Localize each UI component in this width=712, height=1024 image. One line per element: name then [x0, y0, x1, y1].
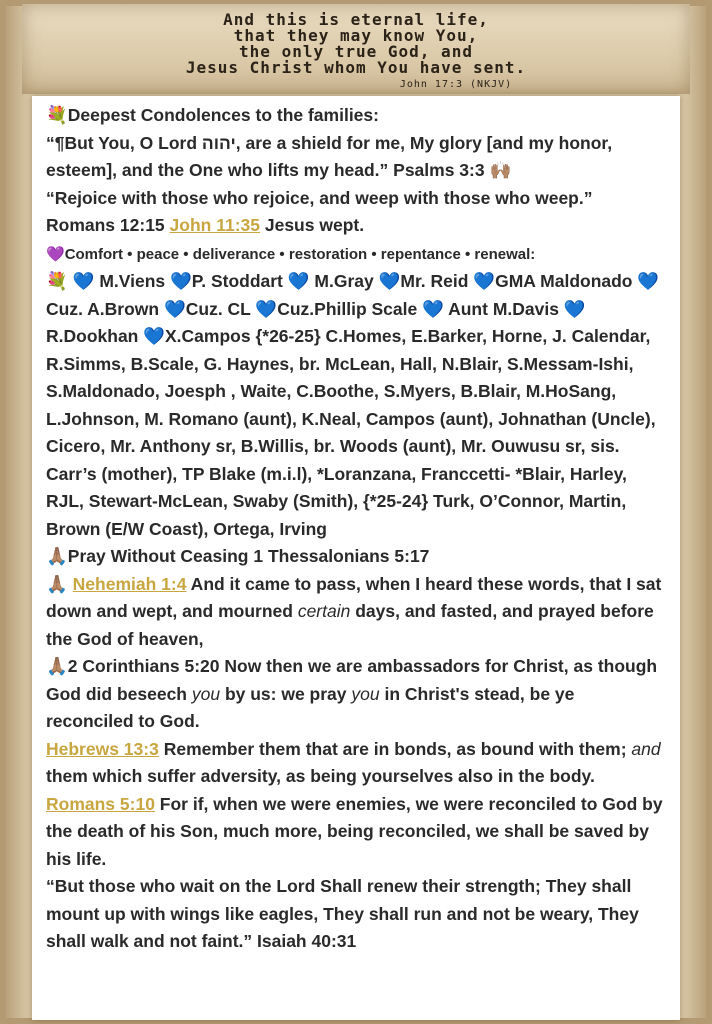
purple-heart-icon: 💜 — [46, 245, 65, 263]
banner-line-2: that they may know You, — [233, 26, 479, 45]
blue-heart-icon: 💙 — [72, 271, 95, 291]
praying-hands-icon: 🙏🏽 — [46, 546, 68, 566]
banner-line-4: Jesus Christ whom You have sent. — [185, 58, 527, 77]
isaiah-quote: “But those who wait on the Lord Shall renew their strength; They shall mount up with wings like eagles, They shall run and not be weary, They shall walk and not faint.” Isaiah 40:31 — [46, 876, 639, 951]
praying-hands-icon: 🙏🏽 — [46, 573, 68, 594]
jesus-wept-text: Jesus wept. — [260, 215, 365, 235]
document-body — [32, 96, 680, 956]
flower-bouquet-icon: 💐 — [46, 271, 68, 291]
flower-bouquet-icon: 💐 — [46, 105, 68, 125]
raised-hands-icon: 🙌🏽 — [489, 160, 512, 180]
corinthians-text-a: 2 Corinthians 5:20 Now then we are ambassadors for Christ, as though God did beseech — [46, 656, 658, 704]
hebrews-text-a: Remember them that are in bonds, as bound with them; — [158, 738, 632, 759]
names-list: M.Viens 💙P. Stoddart 💙 M.Gray 💙Mr. Reid 💙GMA Maldonado 💙Cuz. A.Brown 💙Cuz. CL 💙Cuz.Phillip Scale 💙 Aunt M.Davis 💙 R.Dookhan 💙X.Campos {*26-25} C.Homes, E.Barker, Horne, J. Calendar, R.Simms, B.Scale, G. Haynes, br. McLean, Hall, N.Blair, S.Messam-Ishi, S.Maldonado, Joesph , Waite, C.Boothe, S.Myers, B.Blair, M.HoSang, L.Johnson, M. Romano (aunt), K.Neal, Campos (aunt), Johnathan (Uncle), Cicero, Mr. Anthony sr, B.Willis, br. Woods (aunt), Mr. Ouwusu sr, sis. Carr’s (mother), TP Blake (m.i.l), *Loranzana, Franccetti- *Blair, Harley, RJL, Stewart-McLean, Swaby (Smith), {*25-24} Turk, O’Connor, Martin, Brown (E/W Coast), Ortega, Irving — [46, 271, 660, 539]
romans-5-10-text: For if, when we were enemies, we were reconciled to God by the death of his Son, much more, being reconciled, we shall be saved by his life. — [46, 793, 663, 869]
corinthians-italic-2: you — [351, 683, 380, 704]
nehemiah-text-b: days, and fasted, and prayed before the God of heaven, — [46, 601, 654, 649]
banner-line-1: And this is eternal life, — [223, 10, 489, 29]
hebrews-link[interactable]: Hebrews 13:3 — [46, 738, 159, 759]
hebrews-italic: and — [631, 738, 661, 759]
psalm-quote: “¶But You, O Lord יהוה, are a shield for me, My glory [and my honor, esteem], and the One who lifts my head.” Psalms 3:3 — [46, 132, 613, 180]
nehemiah-text-a: And it came to pass, when I heard these words, that I sat down and wept, and mourned — [46, 573, 662, 621]
john-11-35-link[interactable]: John 11:35 — [169, 215, 260, 235]
condolences-heading: Deepest Condolences to the families: — [67, 105, 379, 125]
document-page — [32, 96, 680, 1020]
romans-quote: “Rejoice with those who rejoice, and weep with those who weep.” Romans 12:15 — [46, 187, 593, 235]
comfort-line: Comfort • peace • deliverance • restoration • repentance • renewal: — [64, 245, 536, 263]
pray-line: Pray Without Ceasing 1 Thessalonians 5:17 — [67, 546, 430, 566]
corinthians-text-c: in Christ's stead, be ye reconciled to God. — [46, 683, 575, 731]
nehemiah-link[interactable]: Nehemiah 1:4 — [72, 573, 187, 594]
corinthians-text-b: by us: we pray — [220, 683, 352, 704]
scripture-banner — [22, 4, 690, 94]
romans-5-10-link[interactable]: Romans 5:10 — [46, 793, 155, 814]
praying-hands-icon: 🙏🏽 — [46, 656, 68, 676]
banner-reference: John 17:3 (NKJV) — [399, 79, 513, 90]
banner-verse — [22, 4, 690, 76]
corinthians-italic-1: you — [191, 683, 221, 704]
nehemiah-italic: certain — [297, 601, 351, 621]
hebrews-text-b: them which suffer adversity, as being yourselves also in the body. — [46, 766, 595, 786]
banner-line-3: the only true God, and — [239, 42, 473, 61]
